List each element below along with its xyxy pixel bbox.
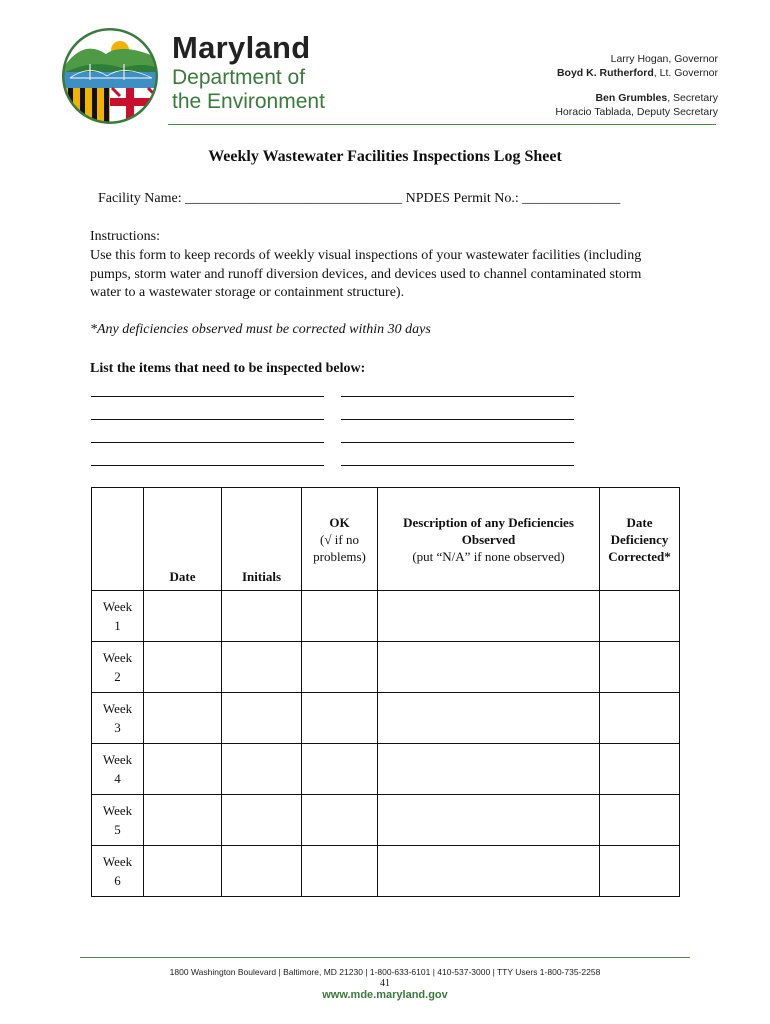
description-cell[interactable]	[378, 795, 600, 846]
inspection-log-table	[91, 487, 680, 897]
agency-line-3: the Environment	[172, 90, 325, 113]
date-cell[interactable]	[144, 591, 222, 642]
description-cell[interactable]	[378, 591, 600, 642]
official-deputy-secretary: Horacio Tablada, Deputy Secretary	[555, 106, 718, 118]
corrected-cell[interactable]	[600, 642, 680, 693]
agency-line-2: Department of	[172, 66, 306, 89]
corrected-cell[interactable]	[600, 591, 680, 642]
initials-cell[interactable]	[222, 693, 302, 744]
table-row	[92, 795, 680, 846]
corrected-cell[interactable]	[600, 846, 680, 897]
description-cell[interactable]	[378, 693, 600, 744]
ok-cell[interactable]	[302, 846, 378, 897]
initials-cell[interactable]	[222, 846, 302, 897]
inspection-item-line[interactable]	[91, 442, 324, 443]
header-divider	[168, 124, 716, 125]
official-governor: Larry Hogan, Governor	[610, 53, 718, 65]
facility-permit-line: Facility Name: _______________________________ NPDES Permit No.: ______________	[98, 191, 621, 206]
table-row	[92, 642, 680, 693]
header-ok: OK (√ if no problems)	[302, 488, 378, 591]
corrected-cell[interactable]	[600, 744, 680, 795]
week-label: Week 5	[92, 795, 144, 846]
date-cell[interactable]	[144, 744, 222, 795]
table-row	[92, 744, 680, 795]
inspection-item-line[interactable]	[341, 396, 574, 397]
ok-cell[interactable]	[302, 591, 378, 642]
inspection-item-line[interactable]	[341, 442, 574, 443]
table-row	[92, 846, 680, 897]
header-date-corrected: Date Deficiency Corrected*	[600, 488, 680, 591]
instructions-heading: Instructions:	[90, 229, 160, 244]
page-number: 41	[380, 978, 390, 989]
footer-divider	[80, 957, 690, 958]
inspection-item-line[interactable]	[91, 465, 324, 466]
table-row	[92, 693, 680, 744]
corrected-cell[interactable]	[600, 795, 680, 846]
initials-cell[interactable]	[222, 642, 302, 693]
inspection-list-heading: List the items that need to be inspected below:	[90, 361, 366, 376]
description-cell[interactable]	[378, 846, 600, 897]
initials-cell[interactable]	[222, 744, 302, 795]
footer-address: 1800 Washington Boulevard | Baltimore, MD 21230 | 1-800-633-6101 | 410-537-3000 | TTY Users 1-800-735-2258	[169, 967, 601, 977]
corrected-cell[interactable]	[600, 693, 680, 744]
week-label: Week 2	[92, 642, 144, 693]
mde-logo	[62, 28, 158, 124]
header-description: Description of any Deficiencies Observed (put “N/A” if none observed)	[378, 488, 600, 591]
initials-cell[interactable]	[222, 591, 302, 642]
ok-cell[interactable]	[302, 693, 378, 744]
week-label: Week 1	[92, 591, 144, 642]
officials-list	[555, 52, 718, 119]
document-title: Weekly Wastewater Facilities Inspections Log Sheet	[208, 148, 562, 165]
description-cell[interactable]	[378, 744, 600, 795]
date-cell[interactable]	[144, 693, 222, 744]
footer-website-link[interactable]: www.mde.maryland.gov	[322, 989, 448, 1001]
date-cell[interactable]	[144, 846, 222, 897]
deficiency-note: *Any deficiencies observed must be corrected within 30 days	[90, 322, 431, 337]
inspection-item-line[interactable]	[91, 419, 324, 420]
header-initials: Initials	[222, 488, 302, 591]
official-secretary: Ben Grumbles, Secretary	[595, 92, 718, 104]
instructions-text: Use this form to keep records of weekly visual inspections of your wastewater facilities (including pumps, storm water and runoff diversion devices, and devices used to channel contaminated storm water to a wastewater storage or containment structure).	[90, 248, 642, 300]
ok-cell[interactable]	[302, 642, 378, 693]
table-row	[92, 591, 680, 642]
inspection-item-line[interactable]	[91, 396, 324, 397]
date-cell[interactable]	[144, 642, 222, 693]
header-date: Date	[144, 488, 222, 591]
agency-line-1: Maryland	[172, 30, 311, 65]
inspection-item-line[interactable]	[341, 465, 574, 466]
table-header-row	[92, 488, 680, 591]
inspection-item-line[interactable]	[341, 419, 574, 420]
initials-cell[interactable]	[222, 795, 302, 846]
agency-name	[172, 30, 325, 114]
official-lt-governor: Boyd K. Rutherford, Lt. Governor	[556, 67, 718, 79]
header-week	[92, 488, 144, 591]
week-label: Week 3	[92, 693, 144, 744]
week-label: Week 4	[92, 744, 144, 795]
date-cell[interactable]	[144, 795, 222, 846]
ok-cell[interactable]	[302, 744, 378, 795]
ok-cell[interactable]	[302, 795, 378, 846]
week-label: Week 6	[92, 846, 144, 897]
description-cell[interactable]	[378, 642, 600, 693]
